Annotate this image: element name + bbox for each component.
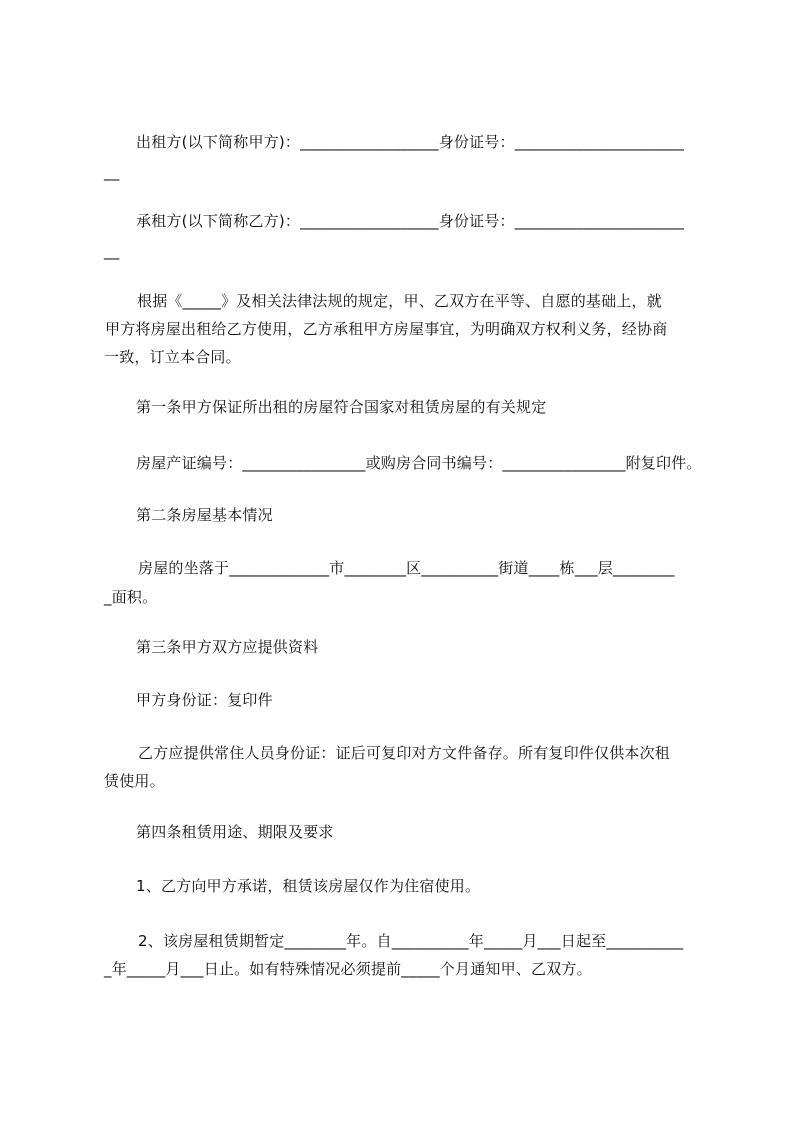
article-2-location-line-1: 房屋的坐落于_____________市________区__________街道____栋___层________ [138, 559, 675, 577]
article-3-title: 第三条甲方双方应提供资料 [136, 638, 319, 656]
preamble-line-2: 甲方将房屋出租给乙方使用，乙方承租甲方房屋事宜，为明确双方权利义务，经协商 [105, 320, 668, 338]
preamble-line-3: 一致，订立本合同。 [104, 348, 241, 366]
lessor-line-continuation: __ [104, 163, 120, 181]
article-4-item-2-line-1: 2、该房屋租赁期暂定________年。自__________年_____月___日起至__________ [138, 932, 684, 950]
article-3-party-b-line-2: 赁使用。 [104, 772, 165, 790]
article-2-title: 第二条房屋基本情况 [136, 506, 273, 524]
article-2-location-line-2: _面积。 [104, 588, 158, 606]
article-4-item-2-line-2: _年_____月___日止。如有特殊情况必须提前_____个月通知甲、乙双方。 [104, 960, 592, 978]
preamble-line-1: 根据《_____》及相关法律法规的规定，甲、乙双方在平等、自愿的基础上，就 [137, 292, 662, 310]
article-1-certificate-line: 房屋产证编号：________________或购房合同书编号：________________附复印件。 [136, 454, 702, 472]
article-4-item-1: 1、乙方向甲方承诺，租赁该房屋仅作为住宿使用。 [136, 877, 481, 895]
lessor-line: 出租方(以下简称甲方)：__________________身份证号：______________________ [136, 133, 685, 151]
lessee-line: 承租方(以下简称乙方)：__________________身份证号：______________________ [136, 212, 685, 230]
article-3-party-b-line-1: 乙方应提供常住人员身份证：证后可复印对方文件备存。所有复印件仅供本次租 [138, 744, 671, 762]
article-3-party-a: 甲方身份证：复印件 [136, 691, 273, 709]
article-1-title: 第一条甲方保证所出租的房屋符合国家对租赁房屋的有关规定 [136, 398, 547, 416]
article-4-title: 第四条租赁用途、期限及要求 [136, 823, 334, 841]
lessee-line-continuation: __ [104, 242, 120, 260]
